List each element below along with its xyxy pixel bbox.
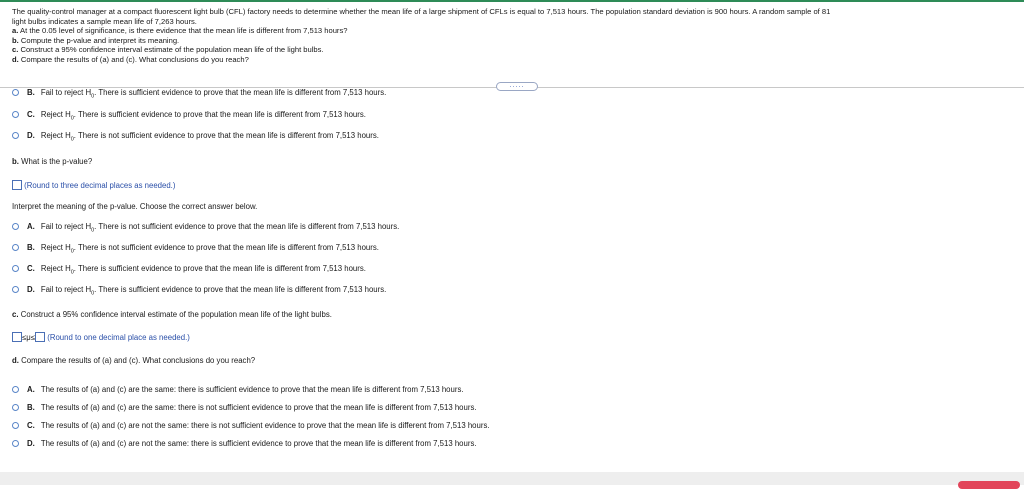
part-b-option-d[interactable]: D. Fail to reject $H_0$. There is sufficient evidence to prove that the mean life is different from 7,513 hours.: [12, 285, 386, 299]
radio-icon[interactable]: [12, 111, 19, 118]
h0-symbol: $H_0$: [65, 243, 74, 255]
part-b-option-a[interactable]: A. Fail to reject $H_0$. There is not sufficient evidence to prove that the mean life is different from 7,513 hours.: [12, 222, 399, 236]
h0-symbol: $H_0$: [85, 285, 95, 297]
radio-icon[interactable]: [12, 132, 19, 139]
problem-part-b: b. Compute the p-value and interpret its meaning.: [12, 35, 180, 45]
p-value-input[interactable]: [12, 180, 22, 190]
top-accent-line: [0, 0, 1024, 2]
inequality-symbols: ≤μ≤: [22, 333, 36, 342]
h0-symbol: $H_0$: [85, 88, 95, 100]
part-c-question: c. Construct a 95% confidence interval estimate of the population mean life of the light bulbs.: [12, 310, 332, 319]
part-b-question: b. What is the p-value?: [12, 157, 93, 166]
part-a-option-c[interactable]: C. Reject $H_0$. There is sufficient evidence to prove that the mean life is different from 7,513 hours.: [12, 110, 366, 124]
part-b-option-b[interactable]: B. Reject $H_0$. There is not sufficient evidence to prove that the mean life is different from 7,513 hours.: [12, 243, 379, 257]
radio-icon[interactable]: [12, 286, 19, 293]
confidence-interval-row: [12, 332, 190, 343]
part-a-option-b[interactable]: B. Fail to reject $H_0$. There is sufficient evidence to prove that the mean life is different from 7,513 hours.: [12, 88, 386, 102]
problem-part-c: c. Construct a 95% confidence interval estimate of the population mean life of the light bulbs.: [12, 45, 324, 55]
part-d-option-d[interactable]: D. The results of (a) and (c) are not the same: there is sufficient evidence to prove that the mean life is different from 7,513 hours.: [12, 439, 477, 449]
radio-icon[interactable]: [12, 244, 19, 251]
p-value-answer-row: [12, 180, 175, 191]
radio-icon[interactable]: [12, 404, 19, 411]
interpret-prompt: Interpret the meaning of the p-value. Choose the correct answer below.: [12, 202, 258, 211]
part-d-question: d. Compare the results of (a) and (c). What conclusions do you reach?: [12, 356, 256, 365]
bottom-toolbar: [0, 472, 1024, 485]
problem-statement: [12, 7, 1017, 65]
action-pill-button[interactable]: [958, 481, 1020, 489]
radio-icon[interactable]: [12, 89, 19, 96]
part-a-option-d[interactable]: D. Reject $H_0$. There is not sufficient evidence to prove that the mean life is different from 7,513 hours.: [12, 131, 379, 145]
radio-icon[interactable]: [12, 386, 19, 393]
problem-part-a: a. At the 0.05 level of significance, is there evidence that the mean life is different from 7,513 hours?: [12, 26, 348, 36]
problem-intro: The quality-control manager at a compact fluorescent light bulb (CFL) factory needs to determine whether the mean life of a large shipment of CFLs is equal to 7,513 hours. The population standard deviation is 900 hours. A random sample of 81 light bulbs indicates a sample mean life of 7,263 hours.: [12, 7, 831, 26]
answer-area: [0, 88, 1024, 472]
part-b-option-c[interactable]: C. Reject $H_0$. There is sufficient evidence to prove that the mean life is different from 7,513 hours.: [12, 264, 366, 278]
problem-part-d: d. Compare the results of (a) and (c). What conclusions do you reach?: [12, 54, 249, 64]
h0-symbol: $H_0$: [65, 110, 74, 122]
p-value-hint: (Round to three decimal places as needed.): [24, 181, 176, 190]
ci-upper-input[interactable]: [35, 332, 45, 342]
part-d-option-a[interactable]: A. The results of (a) and (c) are the same: there is sufficient evidence to prove that the mean life is different from 7,513 hours.: [12, 385, 464, 395]
h0-symbol: $H_0$: [65, 131, 74, 143]
h0-symbol: $H_0$: [85, 222, 95, 234]
radio-icon[interactable]: [12, 223, 19, 230]
part-d-option-b[interactable]: B. The results of (a) and (c) are the same: there is not sufficient evidence to prove that the mean life is different from 7,513 hours.: [12, 403, 477, 413]
h0-symbol: $H_0$: [65, 264, 74, 276]
radio-icon[interactable]: [12, 440, 19, 447]
radio-icon[interactable]: [12, 422, 19, 429]
radio-icon[interactable]: [12, 265, 19, 272]
ci-hint: (Round to one decimal place as needed.): [47, 333, 190, 342]
part-d-option-c[interactable]: C. The results of (a) and (c) are not the same: there is not sufficient evidence to prove that the mean life is different from 7,513 hours.: [12, 421, 490, 431]
ci-lower-input[interactable]: [12, 332, 22, 342]
expand-question-button[interactable]: .....: [496, 82, 538, 91]
